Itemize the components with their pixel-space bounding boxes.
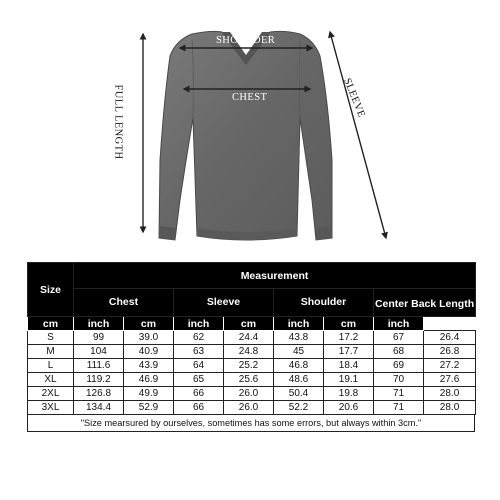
size-cell: M	[28, 345, 74, 359]
value-cell: 66	[174, 401, 224, 415]
value-cell: 63	[174, 345, 224, 359]
value-cell: 43.8	[274, 331, 324, 345]
unit-cell: cm	[224, 317, 274, 331]
unit-cell: cm	[124, 317, 174, 331]
unit-cell: inch	[274, 317, 324, 331]
value-cell: 68	[374, 345, 424, 359]
value-cell: 70	[374, 373, 424, 387]
value-cell: 17.2	[324, 331, 374, 345]
table-row	[28, 373, 476, 387]
value-cell: 28.0	[424, 387, 476, 401]
table-row	[28, 331, 476, 345]
unit-cell: inch	[74, 317, 124, 331]
value-cell: 18.4	[324, 359, 374, 373]
value-cell: 111.6	[74, 359, 124, 373]
size-table	[27, 262, 476, 415]
size-note: "Size mearsured by ourselves, sometimes has some errors, but always within 3cm."	[27, 415, 475, 432]
value-cell: 66	[174, 387, 224, 401]
unit-cell: inch	[174, 317, 224, 331]
value-cell: 26.0	[224, 387, 274, 401]
table-row	[28, 345, 476, 359]
value-cell: 24.4	[224, 331, 274, 345]
size-cell: 2XL	[28, 387, 74, 401]
value-cell: 52.9	[124, 401, 174, 415]
value-cell: 50.4	[274, 387, 324, 401]
value-cell: 71	[374, 387, 424, 401]
value-cell: 49.9	[124, 387, 174, 401]
value-cell: 46.9	[124, 373, 174, 387]
full-length-label: FULL LENGTH	[112, 84, 124, 160]
size-chart	[27, 262, 475, 432]
value-cell: 27.6	[424, 373, 476, 387]
value-cell: 119.2	[74, 373, 124, 387]
unit-cell: cm	[28, 317, 74, 331]
left-cuff	[159, 226, 176, 240]
value-cell: 20.6	[324, 401, 374, 415]
value-cell: 71	[374, 401, 424, 415]
table-row	[28, 401, 476, 415]
value-cell: 52.2	[274, 401, 324, 415]
unit-cell: inch	[374, 317, 424, 331]
center-back-length-header	[374, 289, 476, 317]
sleeve-arrow	[330, 32, 386, 238]
table-row	[28, 387, 476, 401]
value-cell: 17.7	[324, 345, 374, 359]
value-cell: 62	[174, 331, 224, 345]
size-cell: XL	[28, 373, 74, 387]
units-row	[28, 317, 476, 331]
value-cell: 65	[174, 373, 224, 387]
value-cell: 19.8	[324, 387, 374, 401]
value-cell: 45	[274, 345, 324, 359]
value-cell: 28.0	[424, 401, 476, 415]
value-cell: 69	[374, 359, 424, 373]
value-cell: 48.6	[274, 373, 324, 387]
right-cuff	[316, 226, 332, 240]
value-cell: 24.8	[224, 345, 274, 359]
sleeve-label: SLEEVE	[341, 76, 367, 120]
value-cell: 26.8	[424, 345, 476, 359]
value-cell: 46.8	[274, 359, 324, 373]
size-cell: S	[28, 331, 74, 345]
size-cell: L	[28, 359, 74, 373]
value-cell: 64	[174, 359, 224, 373]
center-back-length-label: Center Back Length	[374, 297, 475, 310]
value-cell: 99	[74, 331, 124, 345]
table-row	[28, 359, 476, 373]
value-cell: 40.9	[124, 345, 174, 359]
sleeve-header: Sleeve	[174, 289, 274, 317]
shoulder-header: Shoulder	[274, 289, 374, 317]
chest-label: CHEST	[232, 92, 268, 103]
size-cell: 3XL	[28, 401, 74, 415]
value-cell: 19.1	[324, 373, 374, 387]
value-cell: 134.4	[74, 401, 124, 415]
value-cell: 26.0	[224, 401, 274, 415]
chest-header: Chest	[74, 289, 174, 317]
value-cell: 67	[374, 331, 424, 345]
unit-cell: cm	[324, 317, 374, 331]
size-header: Size	[28, 263, 74, 317]
value-cell: 27.2	[424, 359, 476, 373]
value-cell: 104	[74, 345, 124, 359]
measurement-header: Measurement	[74, 263, 476, 289]
value-cell: 25.6	[224, 373, 274, 387]
value-cell: 43.9	[124, 359, 174, 373]
value-cell: 126.8	[74, 387, 124, 401]
shoulder-label: SHOULDER	[216, 35, 276, 46]
value-cell: 25.2	[224, 359, 274, 373]
value-cell: 39.0	[124, 331, 174, 345]
value-cell: 26.4	[424, 331, 476, 345]
